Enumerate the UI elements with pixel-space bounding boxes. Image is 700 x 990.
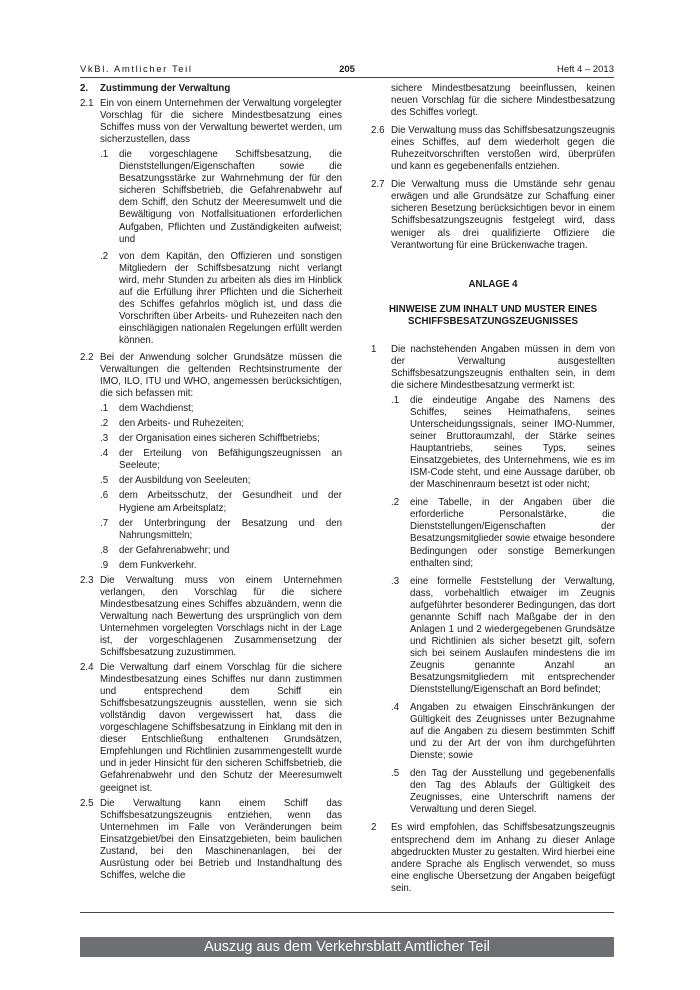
list-item: [80, 251, 342, 347]
paragraph-text: Die Verwaltung kann einem Schiff das Schiffsbesatzungszeugnis entziehen, wenn das Unternehmen im Falle von Veränderungen beim Einsatzgebiet/bei den Einsatzgebieten, beim baulichen Zustand, bei den Maschinenanlagen, bei der Ausrüstung oder bei Betrieb und Instandhaltung des Schiffes, welche die: [100, 797, 342, 881]
list-item: [80, 475, 342, 487]
paragraph-text: Die Verwaltung muss die Umstände sehr genau erwägen und alle Grundsätze zur Schaffung einer sicheren Besetzung berücksichtigen bevor in einem Schiffsbesatzungszeugnis festgelegt wird, dass weniger als drei qualifizierte Offiziere die Verantwortung für eine Brückenwache tragen.: [391, 179, 615, 251]
list-item-number: .7: [100, 517, 109, 529]
list-item-text: eine Tabelle, in der Angaben über die erforderliche Personalstärke, die Dienststellungen/Eigenschaften der Besatzungsmitglieder sowie etwaige besondere Bedingungen oder sonstige Bemerkungen enthalten sind;: [410, 497, 615, 569]
list-item-text: den Tag der Ausstellung und gegebenenfalls den Tag des Ablaufs der Gültigkeit des Zeugnisses, eine Unterschrift namens der Verwaltung und deren Siegel.: [410, 768, 615, 816]
list-item: [80, 149, 342, 245]
list-item: [371, 768, 615, 816]
list-item: [371, 576, 615, 696]
right-column: [371, 83, 615, 898]
paragraph-text: Ein von einem Unternehmen der Verwaltung vorgelegter Vorschlag für die sichere Mindestbesatzung eines Schiffes muss von der Verwaltung bewertet werden, um sicherzustellen, dass: [100, 98, 342, 146]
list-item: [371, 497, 615, 569]
list-item-number: .8: [100, 544, 109, 556]
paragraph-number: 2: [371, 822, 377, 834]
list-item-text: der Gefahrenabwehr; und: [119, 544, 230, 556]
paragraph-number: 2.6: [371, 125, 385, 137]
list-item-text: dem Arbeitsschutz, der Gesundheit und der Hygiene am Arbeitsplatz;: [119, 490, 342, 514]
list-item-number: .9: [100, 559, 109, 571]
annex-subtitle: HINWEISE ZUM INHALT UND MUSTER EINES SCHIFFSBESATZUNGSZEUGNISSES: [388, 303, 598, 327]
list-item: [80, 490, 342, 514]
paragraph-text: Die Verwaltung darf einem Vorschlag für die sichere Mindestbesatzung eines Schiffes nur dann zustimmen und entsprechend dem Schiff ein Schiffsbesatzungszeugnis ausstellen, wenn sie sich vollständig davon vergewissert hat, dass die vorgeschlagene Schiffsbesatzung in Einklang mit den in dieser Entschließung enthaltenen Grundsätzen, Empfehlungen und Richtlinien zusammengestellt wurde und in jeder Hinsicht für den sicheren Schiffsbetrieb, die Gefahrenabwehr und den Schutz der Meeresumwelt geeignet ist.: [100, 662, 342, 794]
list-item: [80, 448, 342, 472]
journal-title: VkBl. Amtlicher Teil: [80, 64, 193, 75]
list-item-text: Angaben zu etwaigen Einschränkungen der Gültigkeit des Zeugnisses unter Bezugnahme auf die Angaben zu diesem bestimmten Schiff und zu der Art der von ihm durchgeführten Dienste; sowie: [410, 702, 615, 762]
list-item-number: .1: [100, 149, 109, 161]
list-item-text: der Organisation eines sicheren Schiffbetriebs;: [119, 433, 320, 445]
list-2-2: [80, 403, 342, 572]
list-item-number: .5: [391, 768, 400, 780]
footer-rule: [80, 912, 614, 913]
paragraph-number: 2.7: [371, 179, 385, 191]
list-item-number: .4: [391, 702, 400, 714]
paragraph-text: Bei der Anwendung solcher Grundsätze müssen die Verwaltungen die geltenden Rechtsinstrumente der IMO, ILO, ITU und WHO, angemessen berücksichtigen, die sich befassen mit:: [100, 351, 342, 400]
list-item-text: eine formelle Feststellung der Verwaltung, dass, vorbehaltlich etwaiger im Zeugnis aufgeführter besonderer Bedingungen, das dort genannte Schiff nach Maßgabe der in den Anlagen 1 und 2 wiedergegebenen Grundsätze und Richtlinien als sicher besetzt gilt, sofern sich bei seinem Auslaufen mindestens die im Zeugnis genannte Anzahl an Besatzungsmitgliedern mit entsprechender Dienststellung/Eigenschaft an Bord befindet;: [410, 575, 615, 696]
annex-item-1: [371, 344, 615, 392]
list-item: [371, 702, 615, 762]
list-item: [80, 518, 342, 542]
list-item-text: dem Funkverkehr.: [119, 559, 197, 571]
paragraph-2-4: [80, 662, 342, 795]
paragraph-text: sichere Mindestbesatzung beeinflussen, keinen neuen Vorschlag für die sichere Mindestbesatzung des Schiffes vorlegt.: [391, 83, 615, 119]
paragraph-number: 2.4: [80, 662, 94, 674]
paragraph-2-1: [80, 98, 342, 146]
list-item-number: .1: [100, 403, 109, 415]
paragraph-text: Die Verwaltung muss das Schiffsbesatzungszeugnis eines Schiffes, auf dem wiederholt gegen die Ruhezeitvorschriften verstoßen wird, überprüfen und kann es gegebenenfalls entziehen.: [391, 125, 615, 173]
page-number: 205: [339, 64, 355, 75]
list-item: [80, 560, 342, 572]
paragraph-2-3: [80, 575, 342, 659]
annex-item-2: [371, 822, 615, 894]
paragraph-2-5-continued: [371, 83, 615, 119]
list-item-number: .5: [100, 475, 109, 487]
list-item-text: der Unterbringung der Besatzung und den Nahrungsmitteln;: [119, 517, 342, 541]
annex-title: ANLAGE 4: [468, 278, 518, 290]
list-item-text: der Ausbildung von Seeleuten;: [119, 475, 251, 487]
list-item-number: .3: [391, 575, 400, 587]
list-item-text: den Arbeits- und Ruhezeiten;: [119, 418, 244, 430]
list-item-text: die vorgeschlagene Schiffsbesatzung, die Dienststellungen/Eigenschaften sowie die Besatzungsstärke zur Wahrnehmung der für den sicheren Schiffsbetrieb, die Gefahrenabwehr auf dem Schiff, den Schutz der Meeresumwelt und die Bewältigung von Notfallsituationen erforderlichen Aufgaben, Pflichten und Zuständigkeiten aufweist; und: [119, 149, 342, 245]
paragraph-number: 2.2: [80, 351, 94, 363]
list-item: [80, 403, 342, 415]
list-item-number: .2: [100, 250, 109, 262]
paragraph-number: 2.3: [80, 574, 94, 586]
paragraph-2-5: [80, 798, 342, 882]
footer-banner: Auszug aus dem Verkehrsblatt Amtlicher Teil: [80, 937, 614, 957]
list-item: [371, 395, 615, 491]
section-number: 2.: [80, 83, 89, 94]
section-title: Zustimmung der Verwaltung: [100, 83, 231, 94]
issue-label: Heft 4 – 2013: [556, 64, 614, 75]
paragraph-text: Die nachstehenden Angaben müssen in dem von der Verwaltung ausgestellten Schiffsbesatzungszeugnis enthalten sein, in dem die sichere Mindestbesatzung vermerkt ist:: [391, 343, 615, 391]
paragraph-number: 1: [371, 343, 377, 355]
list-2-1: [80, 149, 342, 347]
list-item-number: .4: [100, 448, 109, 460]
list-item-number: .2: [100, 418, 109, 430]
paragraph-text: Die Verwaltung muss von einem Unternehmen verlangen, den Vorschlag für die sichere Mindestbesatzung eines Schiffes abzuändern, wenn die Verwaltung nach Bewertung des ursprünglich von dem Unternehmen vorgelegten Vorschlags nicht in der Lage ist, der vorgeschlagenen Zusammensetzung der Schiffsbesatzung zuzustimmen.: [100, 574, 342, 659]
list-item-number: .3: [100, 433, 109, 445]
left-column: [80, 83, 342, 885]
header-rule: [80, 77, 614, 78]
list-item-number: .6: [100, 490, 109, 502]
list-item: [80, 433, 342, 445]
paragraph-2-6: [371, 125, 615, 173]
paragraph-2-2: [80, 352, 342, 400]
paragraph-2-7: [371, 179, 615, 251]
list-item-text: dem Wachdienst;: [119, 403, 194, 415]
list-item: [80, 545, 342, 557]
list-item-text: der Erteilung von Befähigungszeugnissen an Seeleute;: [119, 448, 342, 472]
list-item: [80, 418, 342, 430]
list-annex-1: [371, 395, 615, 817]
list-item-number: .1: [391, 394, 400, 406]
running-header: [80, 64, 614, 76]
list-item-number: .2: [391, 497, 400, 509]
paragraph-text: Es wird empfohlen, das Schiffsbesatzungszeugnis entsprechend dem im Anhang zu dieser Anlage abgedruckten Muster zu gestalten. Wird hierbei eine andere Sprache als Englisch verwendet, so muss eine englische Übersetzung der Angaben beigefügt sein.: [391, 822, 616, 894]
list-item-text: von dem Kapitän, den Offizieren und sonstigen Mitgliedern der Schiffsbesatzung nicht verlangt wird, mehr Stunden zu arbeiten als dies im Hinblick auf die Erfüllung ihrer Pflichten und die Sicherheit des Schiffes gefahrlos möglich ist, und dass die Vorschriften über Arbeits- und Ruhezeiten nach den einschlägigen nationalen Regelungen erfüllt werden können.: [119, 250, 342, 346]
paragraph-number: 2.5: [80, 797, 94, 809]
paragraph-number: 2.1: [80, 98, 94, 110]
list-item-text: die eindeutige Angabe des Namens des Schiffes, seines Heimathafens, seines Unterscheidungssignals, seiner IMO-Nummer, seiner Bruttoraumzahl, der Stärke seines Hauptantriebs, seines Typs, seines Einsatzgebietes, des Unternehmens, wie es im ISM-Code steht, und eine Aussage darüber, ob der Maschinenraum besetzt ist oder nicht;: [410, 394, 615, 491]
section-heading: [80, 83, 342, 95]
